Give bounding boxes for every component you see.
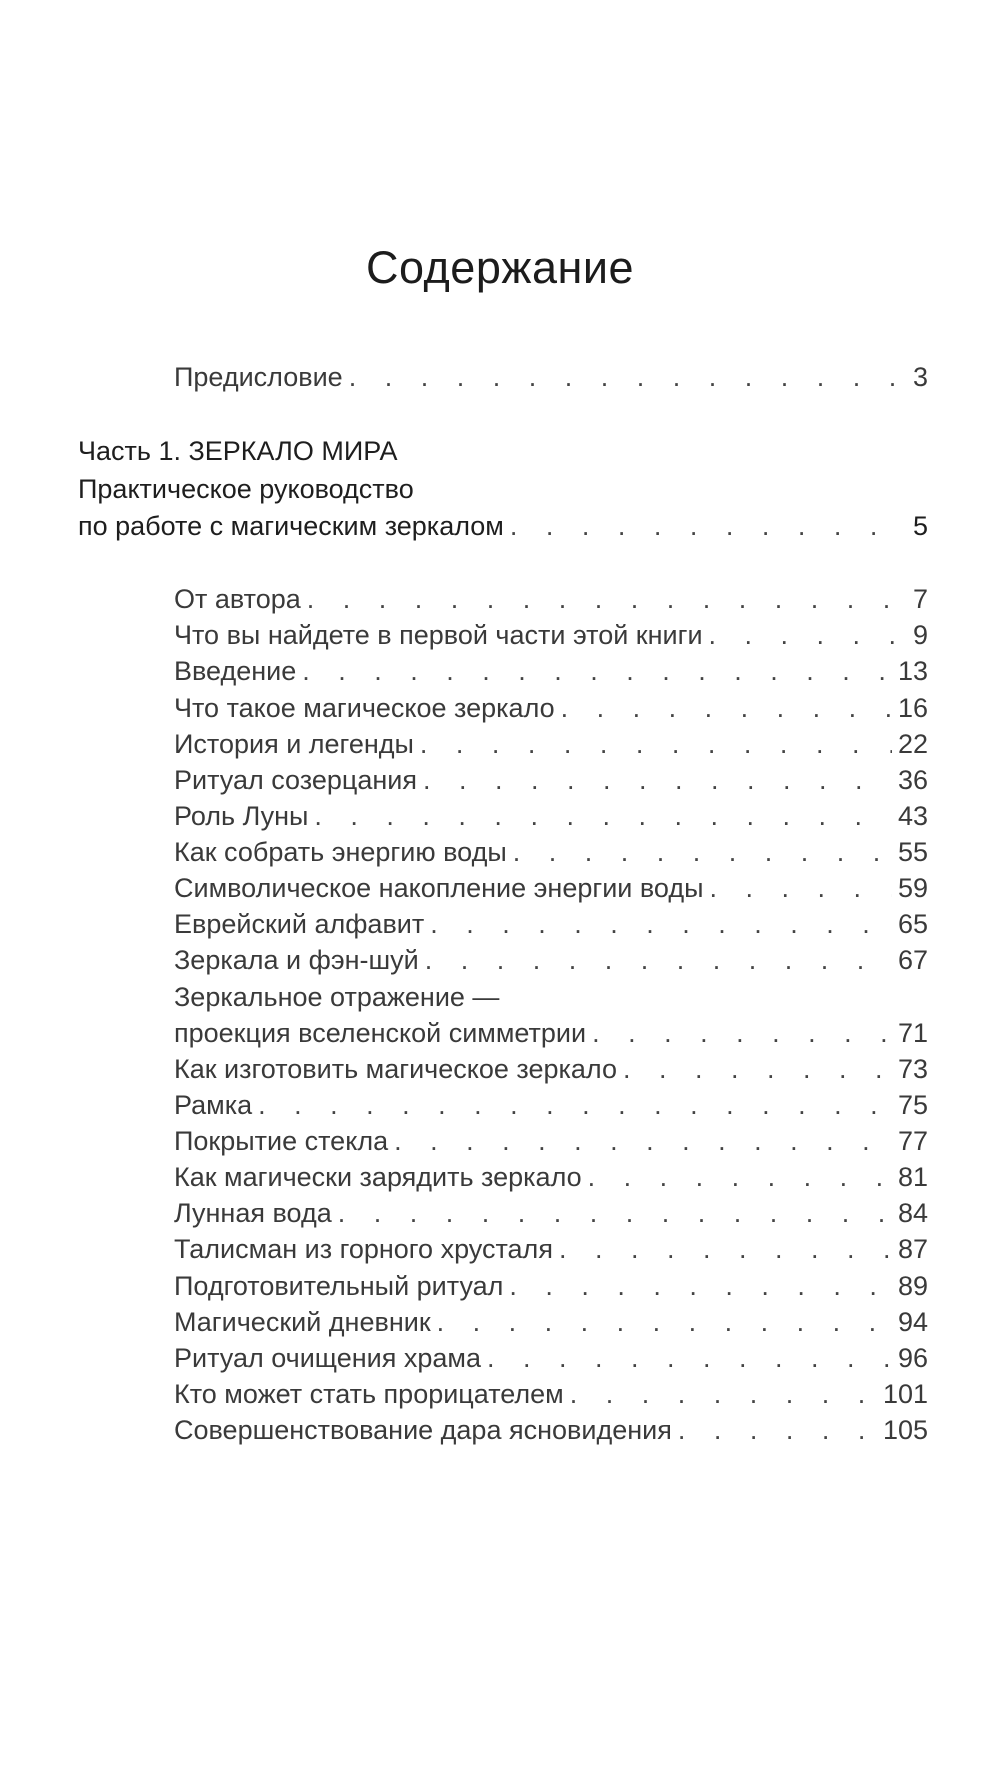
toc-entry-page: 13	[897, 656, 928, 686]
toc-entry-page: 81	[897, 1162, 928, 1192]
toc-entry-label: Лунная вода	[174, 1198, 332, 1228]
toc-entry[interactable]	[174, 1198, 928, 1229]
dot-leader	[487, 1343, 892, 1374]
toc-entry-label: Роль Луны	[174, 801, 309, 831]
toc-entry-page: 55	[897, 837, 928, 867]
toc-entry-page: 84	[897, 1198, 928, 1228]
toc-entry-label-line1: Зеркальное отражение —	[174, 982, 500, 1012]
toc-entry[interactable]	[174, 909, 928, 940]
toc-entry-label: Ритуал очищения храма	[174, 1343, 481, 1373]
toc-entry-page: 43	[897, 801, 928, 831]
toc-entry-page: 36	[897, 765, 928, 795]
toc-entry-page: 96	[897, 1343, 928, 1373]
dot-leader	[349, 362, 907, 393]
toc-entry-page: 94	[897, 1307, 928, 1337]
toc-entry[interactable]	[174, 729, 928, 760]
dot-leader	[430, 909, 892, 940]
toc-entry[interactable]	[174, 693, 928, 724]
toc-entry[interactable]	[174, 1307, 928, 1338]
toc-entry[interactable]	[174, 1343, 928, 1374]
dot-leader	[559, 1234, 892, 1265]
toc-entry-label: Еврейский алфавит	[174, 909, 425, 939]
toc-entry[interactable]	[174, 1054, 928, 1085]
toc-entry[interactable]	[174, 945, 928, 976]
toc-entry[interactable]	[174, 1234, 928, 1265]
toc-entry[interactable]	[174, 1162, 928, 1193]
toc-entry[interactable]	[174, 1126, 928, 1157]
toc-entry-label: Предисловие	[174, 362, 343, 392]
toc-entry[interactable]	[174, 1018, 928, 1049]
dot-leader	[510, 511, 907, 542]
toc-entry[interactable]	[174, 1415, 928, 1446]
toc-entry-page: 73	[897, 1054, 928, 1084]
part-heading: Часть 1. ЗЕРКАЛО МИРА	[78, 436, 398, 466]
toc-entry-label: От автора	[174, 584, 301, 614]
toc-entry-page: 87	[897, 1234, 928, 1264]
dot-leader	[394, 1126, 892, 1157]
page-title: Содержание	[366, 242, 634, 293]
toc-entry-page: 89	[897, 1271, 928, 1301]
toc-entry-label: Введение	[174, 656, 297, 686]
dot-leader	[678, 1415, 877, 1446]
toc-entry-label: История и легенды	[174, 729, 414, 759]
toc-entry[interactable]	[174, 1379, 928, 1410]
dot-leader	[710, 873, 892, 904]
toc-entry[interactable]	[174, 1271, 928, 1302]
toc-entry-page: 105	[882, 1415, 928, 1445]
toc-entry-page: 75	[897, 1090, 928, 1120]
toc-entry-page: 77	[897, 1126, 928, 1156]
dot-leader	[314, 801, 892, 832]
dot-leader	[307, 584, 907, 615]
toc-entry-label: Как магически зарядить зеркало	[174, 1162, 582, 1192]
toc-entry-label: Талисман из горного хрусталя	[174, 1234, 553, 1264]
toc-entry-label: Что такое магическое зеркало	[174, 693, 555, 723]
toc-entry-label: Ритуал созерцания	[174, 765, 417, 795]
toc-entry-part1[interactable]	[78, 511, 928, 542]
toc-entry[interactable]	[174, 656, 928, 687]
dot-leader	[437, 1307, 892, 1338]
toc-entry-label: Кто может стать прорицателем	[174, 1379, 564, 1409]
toc-entry-page: 7	[912, 584, 928, 614]
toc-entry-label: Подготовительный ритуал	[174, 1271, 504, 1301]
toc-entry-label: Что вы найдете в первой части этой книги	[174, 620, 703, 650]
toc-entry-page: 5	[912, 511, 928, 541]
toc-entry-label: Магический дневник	[174, 1307, 431, 1337]
dot-leader	[423, 765, 892, 796]
toc-entry-label: проекция вселенской симметрии	[174, 1018, 587, 1048]
dot-leader	[588, 1162, 892, 1193]
toc-entry-page: 9	[912, 620, 928, 650]
dot-leader	[570, 1379, 877, 1410]
dot-leader	[561, 693, 892, 724]
toc-entry-label: Совершенствование дара ясновидения	[174, 1415, 672, 1445]
dot-leader	[709, 620, 907, 651]
toc-entry[interactable]	[174, 620, 928, 651]
toc-entry-page: 22	[897, 729, 928, 759]
part-subtitle-line1: Практическое руководство	[78, 474, 414, 504]
dot-leader	[509, 1271, 892, 1302]
dot-leader	[338, 1198, 892, 1229]
toc-entry[interactable]	[174, 801, 928, 832]
toc-entry-page: 67	[897, 945, 928, 975]
toc-entry-page: 59	[897, 873, 928, 903]
toc-entry[interactable]	[174, 837, 928, 868]
toc-entry-label: Покрытие стекла	[174, 1126, 389, 1156]
toc-entry-page: 101	[882, 1379, 928, 1409]
dot-leader	[425, 945, 892, 976]
toc-entry[interactable]	[174, 1090, 928, 1121]
toc-entry-preface[interactable]	[174, 362, 928, 393]
toc-entry-label: Как изготовить магическое зеркало	[174, 1054, 617, 1084]
toc-entry[interactable]	[174, 873, 928, 904]
dot-leader	[420, 729, 892, 760]
toc-entry-label: Символическое накопление энергии воды	[174, 873, 704, 903]
toc-entry-label: Рамка	[174, 1090, 253, 1120]
dot-leader	[513, 837, 892, 868]
toc-entry-page: 71	[897, 1018, 928, 1048]
toc-entry[interactable]	[174, 584, 928, 615]
dot-leader	[258, 1090, 892, 1121]
toc-entry[interactable]	[174, 765, 928, 796]
toc-entry-page: 3	[912, 362, 928, 392]
toc-entry-page: 16	[897, 693, 928, 723]
dot-leader	[302, 656, 892, 687]
part-subtitle-line2: по работе с магическим зеркалом	[78, 511, 504, 541]
dot-leader	[623, 1054, 892, 1085]
dot-leader	[592, 1018, 892, 1049]
toc-entry-page: 65	[897, 909, 928, 939]
toc-entry-label: Зеркала и фэн-шуй	[174, 945, 419, 975]
toc-entry-label: Как собрать энергию воды	[174, 837, 507, 867]
